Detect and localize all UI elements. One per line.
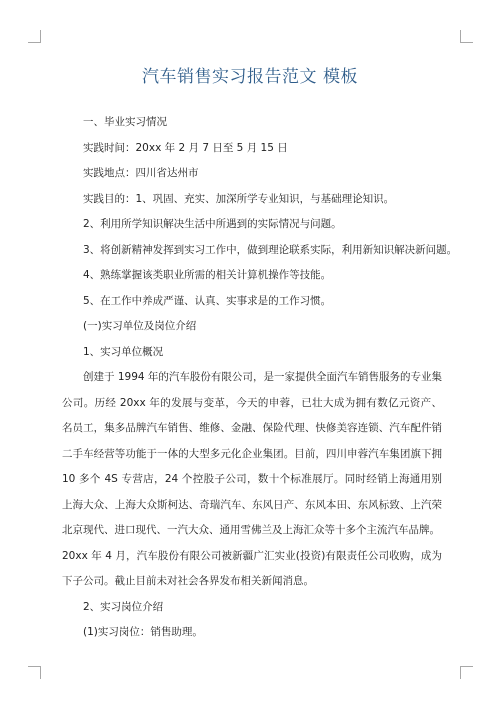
body-text-line: (一)实习单位及岗位介绍	[83, 320, 197, 332]
document-title: 汽车销售实习报告范文 模板	[142, 67, 358, 87]
body-text-line: 实践地点：四川省达州市	[83, 167, 199, 179]
body-text-line: 2、利用所学知识解决生活中所遇到的实际情况与问题。	[83, 218, 342, 230]
body-text-line: 上海大众、上海大众斯柯达、奇瑞汽车、东风日产、东风本田、东风标致、上汽荣	[62, 498, 442, 511]
body-text-line: 名员工，集多品牌汽车销售、维修、金融、保险代理、快修美容连锁、汽车配件销	[62, 422, 442, 434]
body-text-line: 实践目的：1、巩固、充实、加深所学专业知识，与基础理论知识。	[83, 192, 395, 205]
body-text-line: 1、实习单位概况	[83, 345, 164, 358]
body-text-line: (1)实习岗位：销售助理。	[83, 626, 203, 638]
body-text-line: 创建于 1994 年的汽车股份有限公司，是一家提供全面汽车销售服务的专业集	[83, 371, 442, 383]
crop-mark-bottom-right	[460, 666, 473, 679]
body-text-line: 5、在工作中养成严谨、认真、实事求是的工作习惯。	[83, 294, 332, 307]
crop-mark-top-right	[460, 30, 473, 43]
body-text-line: 二手车经营等功能于一体的大型多元化企业集团。目前，四川申蓉汽车集团旗下拥	[62, 447, 442, 460]
body-text-line: 一、毕业实习情况	[83, 116, 167, 128]
body-text-line: 10 多个 4S 专营店，24 个控股子公司，数十个标准展厅。同时经销上海通用别	[62, 473, 442, 485]
body-text-line: 3、将创新精神发挥到实习工作中，做到理论联系实际，利用新知识解决新问题。	[83, 243, 458, 256]
body-text-line: 下子公司。截止目前未对社会各界发布相关新闻消息。	[62, 575, 314, 587]
crop-mark-top-left	[28, 30, 41, 43]
body-text-line: 2、实习岗位介绍	[83, 600, 164, 613]
crop-mark-bottom-left	[28, 666, 41, 679]
body-text-line: 4、熟练掌握该类职业所需的相关计算机操作等技能。	[83, 269, 332, 281]
body-text-line: 实践时间：20xx 年 2 月 7 日至 5 月 15 日	[83, 141, 288, 154]
body-text-line: 20xx 年 4 月，汽车股份有限公司被新疆广汇实业(投资)有限责任公司收购，成为	[62, 549, 442, 562]
body-text-line: 北京现代、进口现代、一汽大众、通用雪佛兰及上海汇众等十多个主流汽车品牌。	[62, 524, 440, 536]
document-body	[62, 110, 458, 646]
body-text-line: 公司。历经 20xx 年的发展与变革，今天的申蓉，已壮大成为拥有数亿元资产、	[62, 396, 442, 409]
